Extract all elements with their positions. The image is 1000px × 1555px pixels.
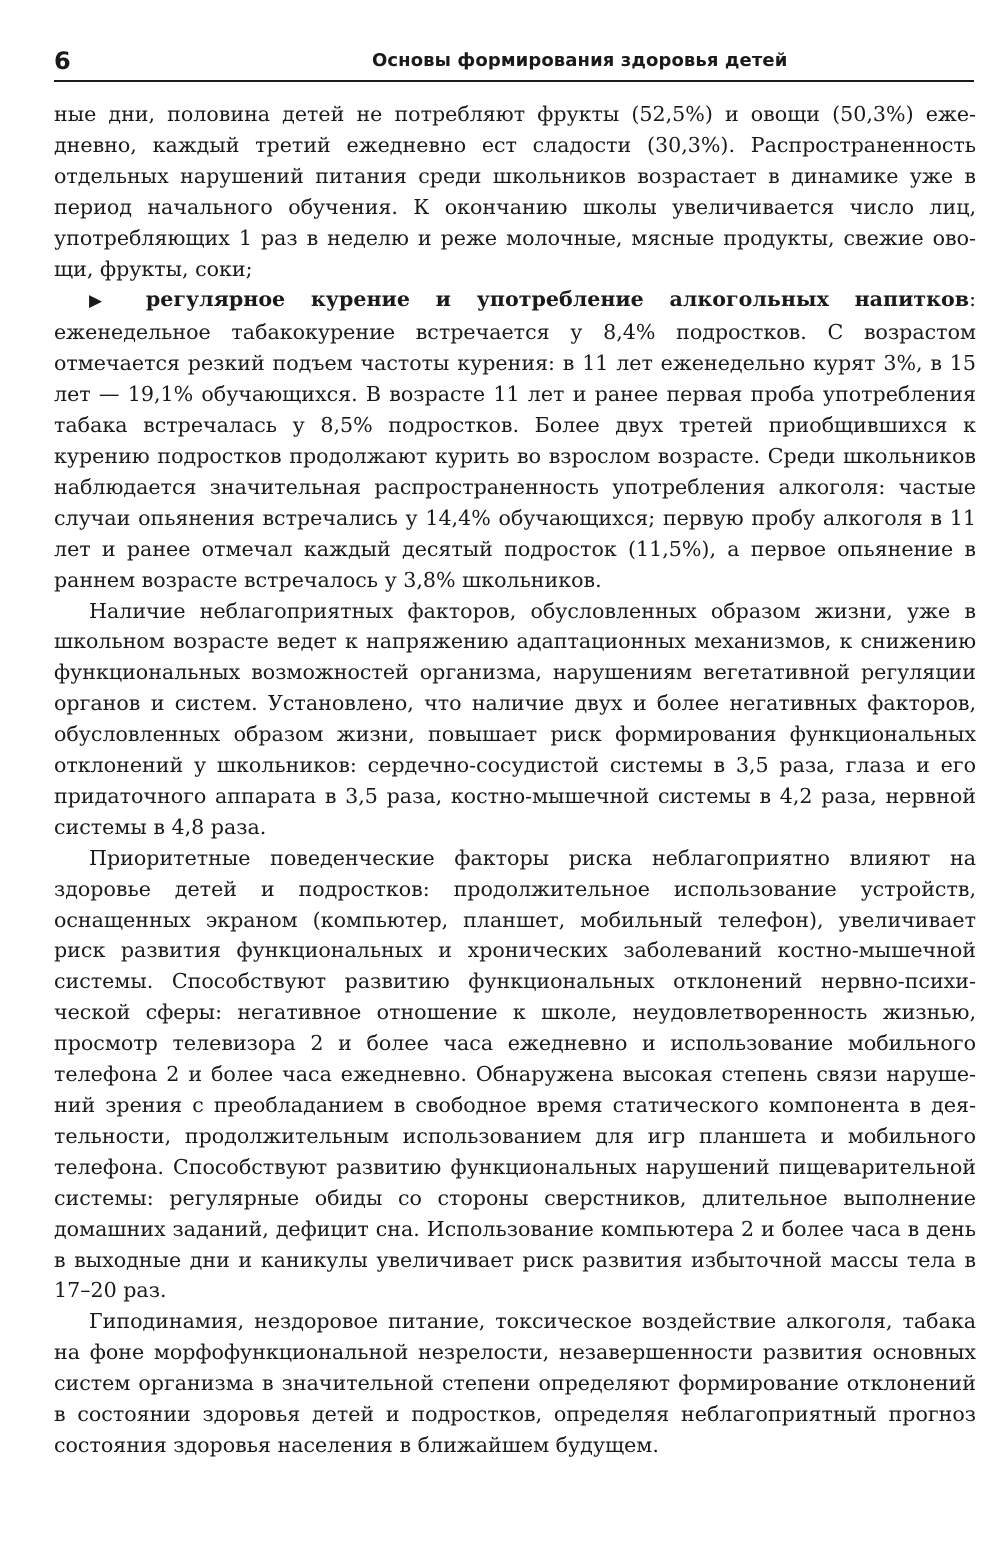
bullet-bold-lead: регулярное курение и употребление алкогольных напитков: [145, 287, 970, 312]
paragraph-factors: Наличие неблагоприятных факторов, обусловленных образом жизни, уже в школьном возрасте ведет к напряжению адаптационных механизмов, к снижению функциональных возможностей организма, нарушениям вегетативной регуляции органов и систем. Установлено, что наличие двух и более негативных факторов, обусловленных образом жизни, повышает риск формирования функциональных отклонений у школьников: сердечно-сосудистой системы в 3,5 раза, глаза и его придаточного аппарата в 3,5 раза, костно-мышечной системы в 4,2 раза, нервной системы в 4,8 раза.: [54, 598, 976, 839]
page-header: [54, 44, 974, 82]
bullet-text: : еженедельное табакокурение встречается у 8,4% подростков. С возрастом отмечается резкий подъем частоты курения: в 11 лет еженедельно курят 3%, в 15 лет — 19,1% обучающихся. В возрасте 11 лет и ранее первая проба употребления табака встречалась у 8,5% подростков. Более двух третей приобщившихся к курению подростков продолжают курить во взрослом возрасте. Среди школьников наблюдается значительная распространенность употребления алкоголя: частые случаи опьянения встречались у 14,4% обучающихся; первую пробу алкоголя в 11 лет и ранее отмечал каждый десятый подросток (11,5%), а первое опьянение в раннем возрасте встречалось у 3,8% школьников.: [54, 287, 977, 592]
page-number: 6: [54, 47, 71, 75]
continued-paragraph: ные дни, половина детей не потребляют фрукты (52,5%) и овощи (50,3%) ежедневно, каждый третий ежедневно ест сладости (30,3%). Распространенность отдельных нарушений питания среди школьников возрастает в динамике уже в период начального обучения. К окончанию школы увеличивается число лиц, употребляющих 1 раз в неделю и реже молочные, мясные продукты, свежие овощи, фрукты, соки;: [54, 102, 976, 281]
bullet-paragraph: [54, 284, 976, 595]
paragraph-behavioral-risks: Приоритетные поведенческие факторы риска неблагоприятно влияют на здоровье детей и подростков: продолжительное использование устройств, оснащенных экраном (компьютер, планшет, мобильный телефон), увеличивает риск развития функциональных и хронических заболеваний костно-мышечной системы. Способствуют развитию функциональных отклонений нервно-психической сферы: негативное отношение к школе, неудовлетворенность жизнью, просмотр телевизора 2 и более часа ежедневно и использование мобильного телефона 2 и более часа ежедневно. Обнаружена высокая степень связи нарушений зрения с преобладанием в свободное время статического компонента в деятельности, продолжительным использованием для игр планшета и мобильного телефона. Способствуют развитию функциональных нарушений пищеварительной системы: регулярные обиды со стороны сверстников, длительное выполнение домашних заданий, дефицит сна. Использование компьютера 2 и более часа в день в выходные дни и каникулы увеличивает риск развития избыточной массы тела в 17–20 раз.: [54, 845, 976, 1303]
running-title: Основы формирования здоровья детей: [372, 50, 788, 71]
bullet-marker-icon: ▶: [89, 291, 121, 312]
body-text: [54, 99, 976, 1461]
paragraph-conclusion: Гиподинамия, нездоровое питание, токсическое воздействие алкоголя, табака на фоне морфофункциональной незрелости, незавершенности развития основных систем организма в значительной степени определяют формирование отклонений в состоянии здоровья детей и подростков, определяя неблагоприятный прогноз состояния здоровья населения в ближайшем будущем.: [54, 1309, 976, 1457]
